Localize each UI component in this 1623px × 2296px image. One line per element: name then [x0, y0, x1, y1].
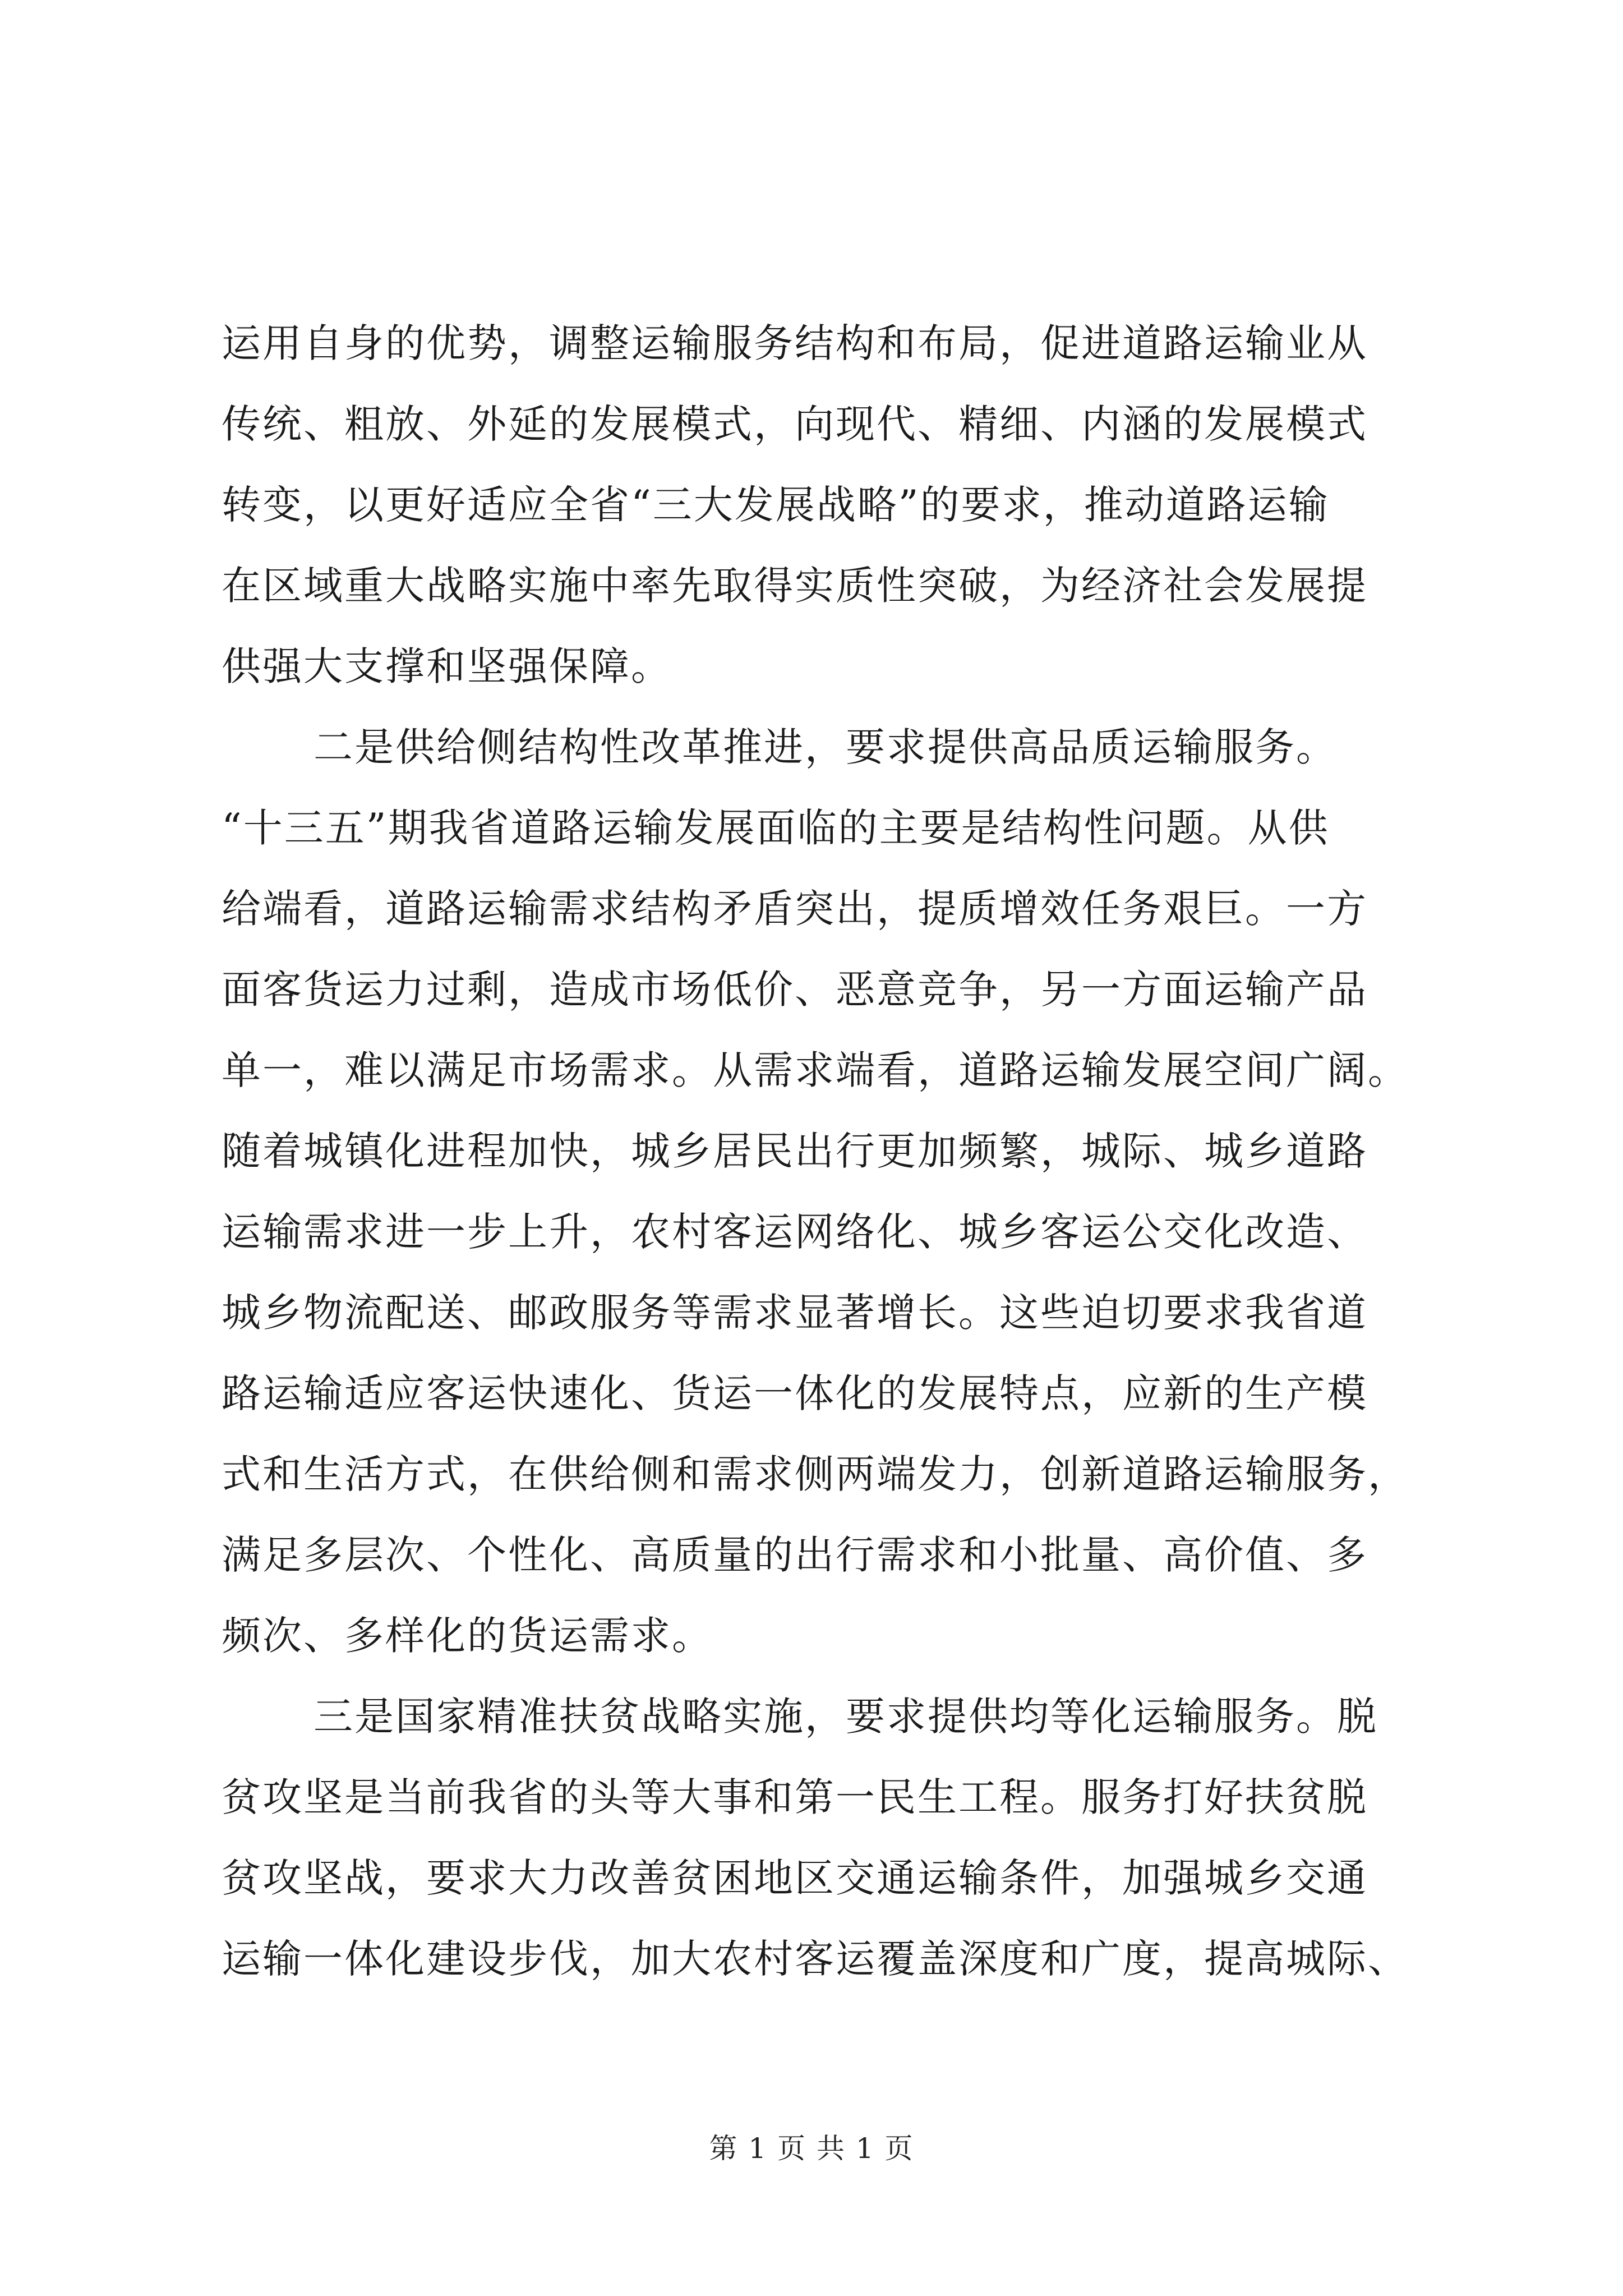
text-line: 贫攻坚是当前我省的头等大事和第一民生工程。服务打好扶贫脱 — [222, 1774, 1368, 1820]
text-line: 供强大支撑和坚强保障。 — [222, 643, 672, 689]
text-line: 给端看，道路运输需求结构矛盾突出，提质增效任务艰巨。一方 — [222, 886, 1368, 932]
paragraph-3 — [222, 1676, 1409, 1999]
text-line: 运输一体化建设步伐，加大农村客运覆盖深度和广度，提高城际、 — [222, 1936, 1409, 1982]
text-line: 运输需求进一步上升，农村客运网络化、城乡客运公交化改造、 — [222, 1209, 1368, 1255]
text-line: 面客货运力过剩，造成市场低价、恶意竞争，另一方面运输产品 — [222, 967, 1368, 1013]
text-line: 单一，难以满足市场需求。从需求端看，道路运输发展空间广阔。 — [222, 1047, 1409, 1093]
text-line: 满足多层次、个性化、高质量的出行需求和小批量、高价值、多 — [222, 1532, 1368, 1578]
document-body — [222, 303, 1409, 1999]
text-line: 运用自身的优势，调整运输服务结构和布局，促进道路运输业从 — [222, 320, 1368, 366]
page-number-footer: 第 1 页 共 1 页 — [709, 2132, 914, 2165]
text-line: 式和生活方式，在供给侧和需求侧两端发力，创新道路运输服务， — [222, 1451, 1409, 1497]
paragraph-1 — [222, 303, 1402, 707]
text-line: “十三五”期我省道路运输发展面临的主要是结构性问题。从供 — [222, 805, 1330, 851]
text-line: 二是供给侧结构性改革推进，要求提供高品质运输服务。 — [313, 724, 1337, 770]
text-line: 频次、多样化的货运需求。 — [222, 1613, 713, 1659]
text-line: 在区域重大战略实施中率先取得实质性突破，为经济社会发展提 — [222, 563, 1368, 609]
text-line: 转变，以更好适应全省“三大发展战略”的要求，推动道路运输 — [222, 482, 1330, 528]
paragraph-2 — [222, 707, 1409, 1676]
text-line: 贫攻坚战，要求大力改善贫困地区交通运输条件，加强城乡交通 — [222, 1855, 1368, 1901]
text-line: 三是国家精准扶贫战略实施，要求提供均等化运输服务。脱 — [313, 1694, 1378, 1740]
text-line: 城乡物流配送、邮政服务等需求显著增长。这些迫切要求我省道 — [222, 1290, 1368, 1336]
text-line: 随着城镇化进程加快，城乡居民出行更加频繁，城际、城乡道路 — [222, 1128, 1368, 1174]
text-line: 路运输适应客运快速化、货运一体化的发展特点，应新的生产模 — [222, 1370, 1368, 1416]
text-line: 传统、粗放、外延的发展模式，向现代、精细、内涵的发展模式 — [222, 401, 1368, 447]
